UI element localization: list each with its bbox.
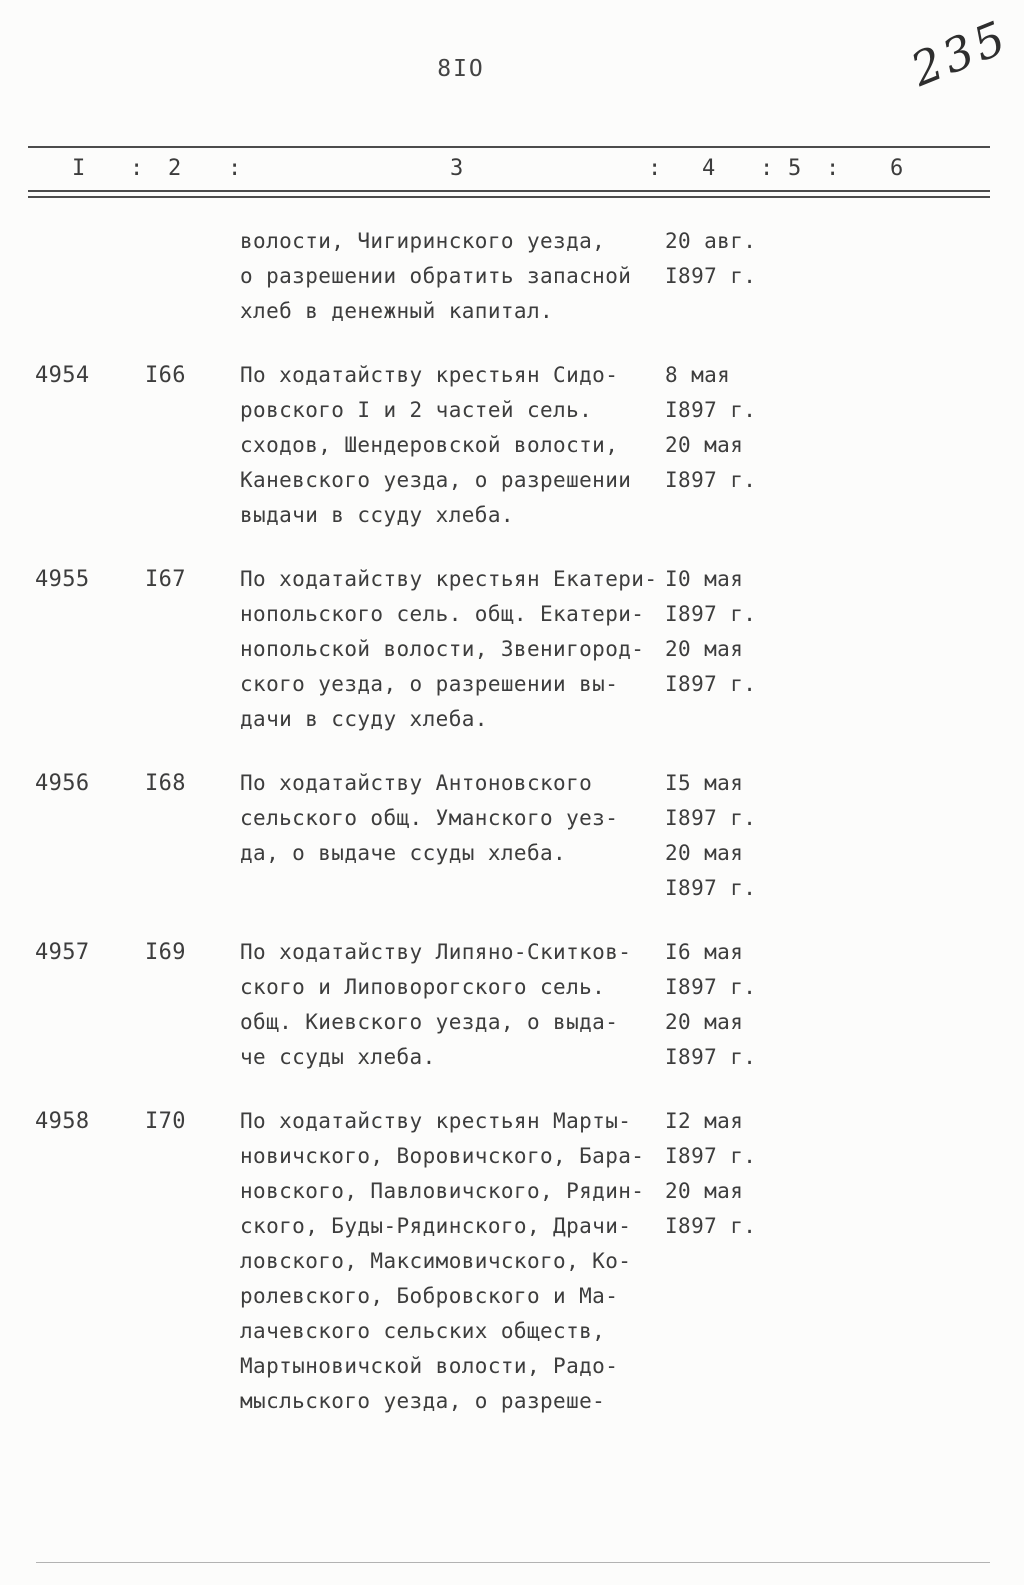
header-separator: : xyxy=(826,156,840,181)
date-line: 20 мая xyxy=(665,1010,744,1034)
header-separator: : xyxy=(760,156,774,181)
description-line: ловского, Максимовичского, Ко- xyxy=(240,1249,632,1273)
date-line: I897 г. xyxy=(665,876,757,900)
description-line: волости, Чигиринского уезда, xyxy=(240,229,606,253)
description-line: дачи в ссуду хлеба. xyxy=(240,707,488,731)
entry-item-number: I67 xyxy=(145,567,186,592)
description-line: ролевского, Бобровского и Ма- xyxy=(240,1284,619,1308)
description-line: выдачи в ссуду хлеба. xyxy=(240,503,514,527)
entry-number xyxy=(35,224,145,329)
entry-number: 4957 xyxy=(35,940,90,965)
header-row xyxy=(28,156,990,186)
entry-dates xyxy=(665,224,1024,329)
header-col-5: 5 xyxy=(788,156,802,181)
entry-description xyxy=(240,1104,665,1419)
entry-item-number: I70 xyxy=(145,1109,186,1134)
description-line: По ходатайству Антоновского xyxy=(240,771,593,795)
entry-item-number: I69 xyxy=(145,940,186,965)
entry-item-number: I68 xyxy=(145,771,186,796)
entries-container xyxy=(0,224,1024,1448)
date-line: 20 мая xyxy=(665,841,744,865)
entry-dates xyxy=(665,935,1024,1075)
header-separator: : xyxy=(228,156,242,181)
description-line: ского, Буды-Рядинского, Драчи- xyxy=(240,1214,632,1238)
description-line: По ходатайству крестьян Екатери- xyxy=(240,567,658,591)
description-line: хлеб в денежный капитал. xyxy=(240,299,554,323)
entry-number: 4954 xyxy=(35,363,90,388)
entry-dates xyxy=(665,1104,1024,1419)
header-col-1: I xyxy=(72,156,86,181)
entry-number: 4958 xyxy=(35,1109,90,1134)
page-bottom-rule xyxy=(36,1562,990,1563)
header-top-rule xyxy=(28,146,990,148)
description-line: По ходатайству Липяно-Скитков- xyxy=(240,940,632,964)
entry-item-number xyxy=(145,224,240,329)
description-line: нопольской волости, Звенигород- xyxy=(240,637,645,661)
entry-description xyxy=(240,935,665,1075)
date-line: 8 мая xyxy=(665,363,731,387)
register-entry xyxy=(0,935,1024,1075)
header-bottom-rule xyxy=(28,190,990,192)
description-line: ровского I и 2 частей сель. xyxy=(240,398,593,422)
register-entry xyxy=(0,766,1024,906)
date-line: I897 г. xyxy=(665,806,757,830)
entry-dates xyxy=(665,766,1024,906)
date-line: 20 мая xyxy=(665,433,744,457)
date-line: I897 г. xyxy=(665,672,757,696)
description-line: сельского общ. Уманского уез- xyxy=(240,806,619,830)
date-line: I897 г. xyxy=(665,1045,757,1069)
entry-item-number: I66 xyxy=(145,363,186,388)
description-line: нопольского сель. общ. Екатери- xyxy=(240,602,645,626)
description-line: сходов, Шендеровской волости, xyxy=(240,433,619,457)
date-line: I5 мая xyxy=(665,771,744,795)
header-separator: : xyxy=(130,156,144,181)
description-line: Мартыновичской волости, Радо- xyxy=(240,1354,619,1378)
header-separator: : xyxy=(648,156,662,181)
entry-number: 4955 xyxy=(35,567,90,592)
description-line: ского уезда, о разрешении вы- xyxy=(240,672,619,696)
entry-description xyxy=(240,358,665,533)
entry-description xyxy=(240,766,665,906)
date-line: I897 г. xyxy=(665,1214,757,1238)
date-line: I897 г. xyxy=(665,1144,757,1168)
description-line: лачевского сельских обществ, xyxy=(240,1319,606,1343)
date-line: 20 мая xyxy=(665,637,744,661)
date-line: I2 мая xyxy=(665,1109,744,1133)
header-col-2: 2 xyxy=(168,156,182,181)
description-line: общ. Киевского уезда, о выда- xyxy=(240,1010,619,1034)
date-line: I897 г. xyxy=(665,975,757,999)
date-line: I897 г. xyxy=(665,468,757,492)
description-line: че ссуды хлеба. xyxy=(240,1045,436,1069)
handwritten-page-number: 235 xyxy=(903,9,1017,97)
description-line: новского, Павловичского, Рядин- xyxy=(240,1179,645,1203)
description-line: о разрешении обратить запасной xyxy=(240,264,632,288)
date-line: 20 авг. xyxy=(665,229,757,253)
date-line: I897 г. xyxy=(665,264,757,288)
description-line: По ходатайству крестьян Сидо- xyxy=(240,363,619,387)
description-line: По ходатайству крестьян Марты- xyxy=(240,1109,632,1133)
date-line: I6 мая xyxy=(665,940,744,964)
description-line: да, о выдаче ссуды хлеба. xyxy=(240,841,567,865)
register-entry xyxy=(0,358,1024,533)
header-col-4: 4 xyxy=(702,156,716,181)
table-header xyxy=(28,146,990,198)
entry-description xyxy=(240,224,665,329)
description-line: мысльского уезда, о разреше- xyxy=(240,1389,606,1413)
header-bottom-rule-2 xyxy=(28,196,990,198)
date-line: 20 мая xyxy=(665,1179,744,1203)
entry-number: 4956 xyxy=(35,771,90,796)
entry-dates xyxy=(665,358,1024,533)
date-line: I897 г. xyxy=(665,602,757,626)
entry-dates xyxy=(665,562,1024,737)
header-col-3: 3 xyxy=(450,156,464,181)
description-line: Каневского уезда, о разрешении xyxy=(240,468,632,492)
header-col-6: 6 xyxy=(890,156,904,181)
register-entry xyxy=(0,224,1024,329)
date-line: I897 г. xyxy=(665,398,757,422)
description-line: ского и Липоворогского сель. xyxy=(240,975,606,999)
register-entry xyxy=(0,1104,1024,1419)
page-number: 8IO xyxy=(437,56,485,82)
entry-description xyxy=(240,562,665,737)
description-line: новичского, Воровичского, Бара- xyxy=(240,1144,645,1168)
register-entry xyxy=(0,562,1024,737)
date-line: I0 мая xyxy=(665,567,744,591)
